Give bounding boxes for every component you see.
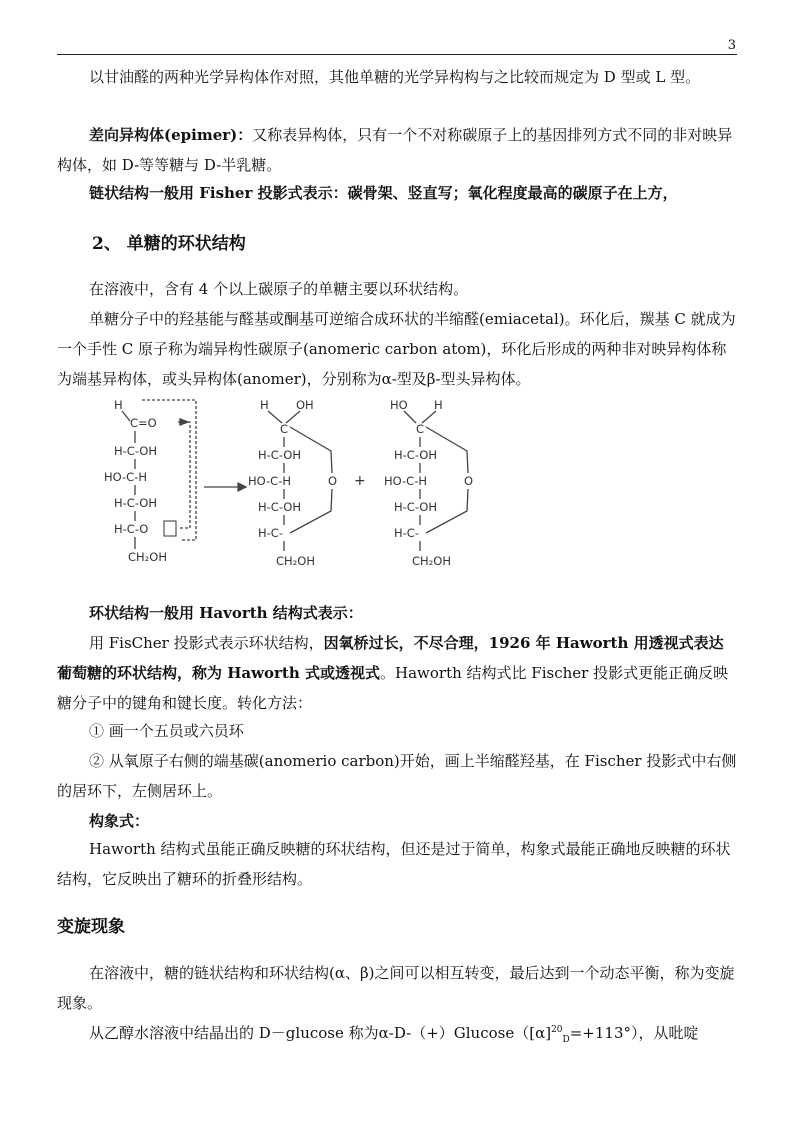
haworth-emphasis: 因氧桥过长，不尽合理，1926 年 Haworth 用透视式表达葡萄糖的环状结构，称为 Haworth 式或透视式 — [57, 634, 724, 682]
paragraph-conformation: Haworth 结构式虽能正确反映糖的环状结构，但还是过于简单，构象式最能正确地反映糖的环状结构，它反映出了糖环的折叠形结构。 — [57, 840, 731, 888]
alpha-ring-oxygen: O — [328, 474, 338, 488]
alpha-glucose-rotation: =+113°），从吡啶 — [569, 1024, 699, 1042]
page-number: 3 — [727, 38, 736, 53]
paragraph-glyceraldehyde: 以甘油醛的两种光学异构体作对照，其他单糖的光学异构构与之比较而规定为 D 型或 L 型。 — [89, 68, 701, 86]
cyclic-form-beta — [384, 398, 473, 568]
plus-sign: + — [354, 473, 366, 489]
beta-ring-oxygen: O — [464, 474, 474, 488]
beta-row-1: H-C-OH — [394, 448, 437, 462]
chain-row-3: HO-C-H — [104, 470, 147, 484]
paragraph-mutarotation: 在溶液中，糖的链状结构和环状结构(α、β)之间可以相互转变，最后达到一个动态平衡，称为变旋现象。 — [57, 964, 735, 1012]
paragraph-solution: 在溶液中，含有 4 个以上碳原子的单糖主要以环状结构。 — [89, 280, 469, 298]
section-heading-mutarotation: 变旋现象 — [57, 917, 125, 937]
chain-carbonyl: C=O — [130, 416, 157, 430]
step-2: ② 从氧原子右侧的端基碳(anomerio carbon)开始，画上半缩醛羟基，在 Fischer 投影式中右侧的居环下，左侧居环上。 — [57, 752, 737, 800]
step-1: ① 画一个五员或六员环 — [89, 722, 244, 740]
haworth-comparison: 。Haworth 结构式比 Fischer 投影式更能正确反映糖分子中的键角和键长度。转化方法： — [57, 664, 729, 712]
paragraph-haworth-heading: 环状结构一般用 Havorth 结构式表示： — [89, 604, 363, 622]
paragraph-hemiacetal: 单糖分子中的羟基能与醛基或酮基可逆缩合成环状的半缩醛(emiacetal)。环化后，羰基 C 就成为一个手性 C 原子称为端异构性碳原子(anomeric carbon atom)，环化后形成的两种非对映异构体称为端基异构体，或头异构体(anomer)，分别称为α-型及β-型头异构体。 — [57, 310, 736, 388]
alpha-row-4: H-C- — [258, 526, 283, 540]
haworth-intro: 用 FisCher 投影式表示环状结构， — [89, 634, 324, 652]
rotation-temperature: 20 — [551, 1025, 563, 1035]
beta-anomeric-c: C — [416, 422, 425, 436]
beta-top-h: H — [434, 398, 443, 412]
alpha-row-2: HO-C-H — [248, 474, 291, 488]
chain-ch2oh: CH₂OH — [128, 550, 167, 564]
alpha-anomeric-c: C — [280, 422, 289, 436]
chain-row-2: H-C-OH — [114, 444, 157, 458]
beta-row-3: H-C-OH — [394, 500, 437, 514]
cyclic-form-alpha — [248, 398, 337, 568]
alpha-row-1: H-C-OH — [258, 448, 301, 462]
paragraph-conformation-heading: 构象式： — [89, 812, 150, 830]
chain-row-4: H-C-OH — [114, 496, 157, 510]
beta-row-2: HO-C-H — [384, 474, 427, 488]
paragraph-fisher: 链状结构一般用 Fisher 投影式表示：碳骨架、竖直写；氧化程度最高的碳原子在上方， — [89, 184, 678, 202]
section-heading-ring: 2、 单糖的环状结构 — [92, 234, 246, 254]
term-epimer: 差向异构体(epimer)： — [89, 126, 253, 144]
epimer-definition: 又称表异构体，只有一个不对称碳原子上的基因排列方式不同的非对映异构体，如 D-等等糖与 D-半乳糖。 — [57, 126, 733, 174]
alpha-glucose-text: 从乙醇水溶液中结晶出的 D－glucose 称为α-D-（+）Glucose（[α] — [89, 1024, 552, 1042]
paragraph-epimer — [57, 120, 737, 180]
alpha-row-3: H-C-OH — [258, 500, 301, 514]
paragraph-alpha-glucose — [57, 1018, 737, 1048]
cyclization-figure — [100, 395, 500, 580]
paragraph-haworth — [57, 628, 737, 718]
alpha-ch2oh: CH₂OH — [276, 554, 315, 568]
rotation-line: D — [562, 1035, 570, 1045]
beta-row-4: H-C- — [394, 526, 419, 540]
header-rule — [57, 54, 737, 55]
open-chain-structure — [104, 398, 196, 564]
beta-top-ho: HO — [390, 398, 408, 412]
alpha-top-oh: OH — [296, 398, 314, 412]
chain-aldehyde-h: H — [114, 398, 123, 412]
reaction-arrow — [204, 483, 246, 491]
alpha-top-h: H — [260, 398, 269, 412]
chain-row-5: H-C-O — [114, 522, 149, 536]
beta-ch2oh: CH₂OH — [412, 554, 451, 568]
